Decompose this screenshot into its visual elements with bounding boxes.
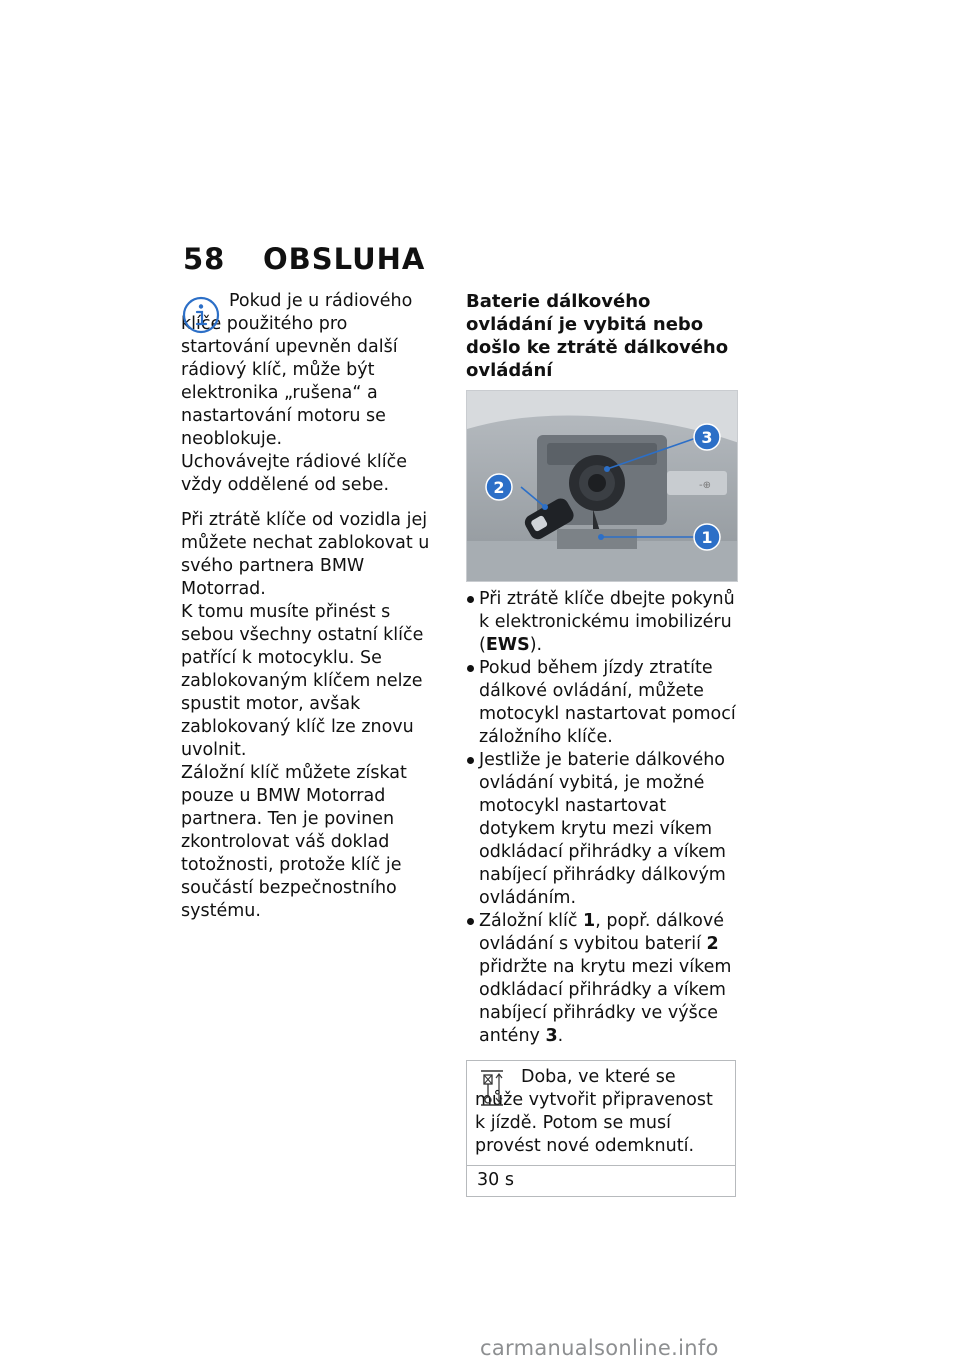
callout-3 (694, 424, 720, 450)
callout-2 (486, 474, 512, 500)
info-icon (181, 295, 221, 335)
list-item: Záložní klíč 1, popř. dálkové ovládání s vybitou baterií 2 přidržte na krytu mezi víkem odkládací přihrádky a víkem nabíjecí přihrádky ve výšce antény 3. (466, 910, 738, 1048)
spec-description (467, 1061, 735, 1166)
left-column (181, 290, 439, 923)
antenna-illustration (467, 391, 738, 582)
info-note-text-1: Pokud je u rádiového klíče použitého pro startování upevněn další rádiový klíč, může být elektronika „rušena“ a nastartování motoru se neoblokuje. (181, 291, 413, 449)
paragraph-backup-key: Záložní klíč můžete získat pouze u BMW Motorrad partnera. Ten je povinen zkontrolovat váš doklad totožnosti, protože klíč je součástí bezpečnostního systému. (181, 763, 407, 921)
antenna-figure (466, 390, 738, 582)
spec-text: Doba, ve které se může vytvořit připravenost k jízdě. Potom se musí provést nové odemknutí. (475, 1067, 713, 1156)
list-item: Jestliže je baterie dálkového ovládání vybitá, je možné motocykl nastartovat dotykem krytu mezi víkem odkládací přihrádky a víkem nabíjecí přihrádky dálkovým ovládáním. (466, 749, 738, 910)
spec-box (466, 1060, 736, 1197)
section-heading: Baterie dálkového ovládání je vybitá nebo došlo ke ztrátě dálkového ovládání (466, 291, 729, 381)
svg-text:1: 1 (701, 528, 713, 547)
info-note (181, 290, 439, 497)
right-column (466, 290, 738, 1197)
svg-text:-⊕: -⊕ (699, 480, 711, 491)
paragraph-lost-key: Při ztrátě klíče od vozidla jej můžete nechat zablokovat u svého partnera BMW Motorrad. (181, 510, 430, 599)
ignition-spec-icon (479, 1069, 505, 1107)
page-number: 58 (183, 242, 226, 276)
instruction-list (466, 588, 738, 1048)
list-item: Pokud během jízdy ztratíte dálkové ovládání, můžete motocykl nastartovat pomocí záložního klíče. (466, 657, 738, 749)
chapter-title: OBSLUHA (263, 242, 426, 276)
svg-text:2: 2 (493, 478, 505, 497)
paragraph-bring-keys: K tomu musíte přinést s sebou všechny ostatní klíče patřící k motocyklu. Se zablokovaným klíčem nelze spustit motor, avšak zablokovaný klíč lze znovu uvolnit. (181, 602, 424, 760)
spec-value: 30 s (477, 1170, 514, 1190)
watermark: carmanualsonline.info (480, 1336, 719, 1360)
svg-text:3: 3 (701, 428, 713, 447)
list-item: Při ztrátě klíče dbejte pokynů k elektronickému imobilizéru (EWS). (466, 588, 738, 657)
callout-1 (694, 524, 720, 550)
info-note-text-2: Uchovávejte rádiové klíče vždy oddělené od sebe. (181, 452, 408, 495)
